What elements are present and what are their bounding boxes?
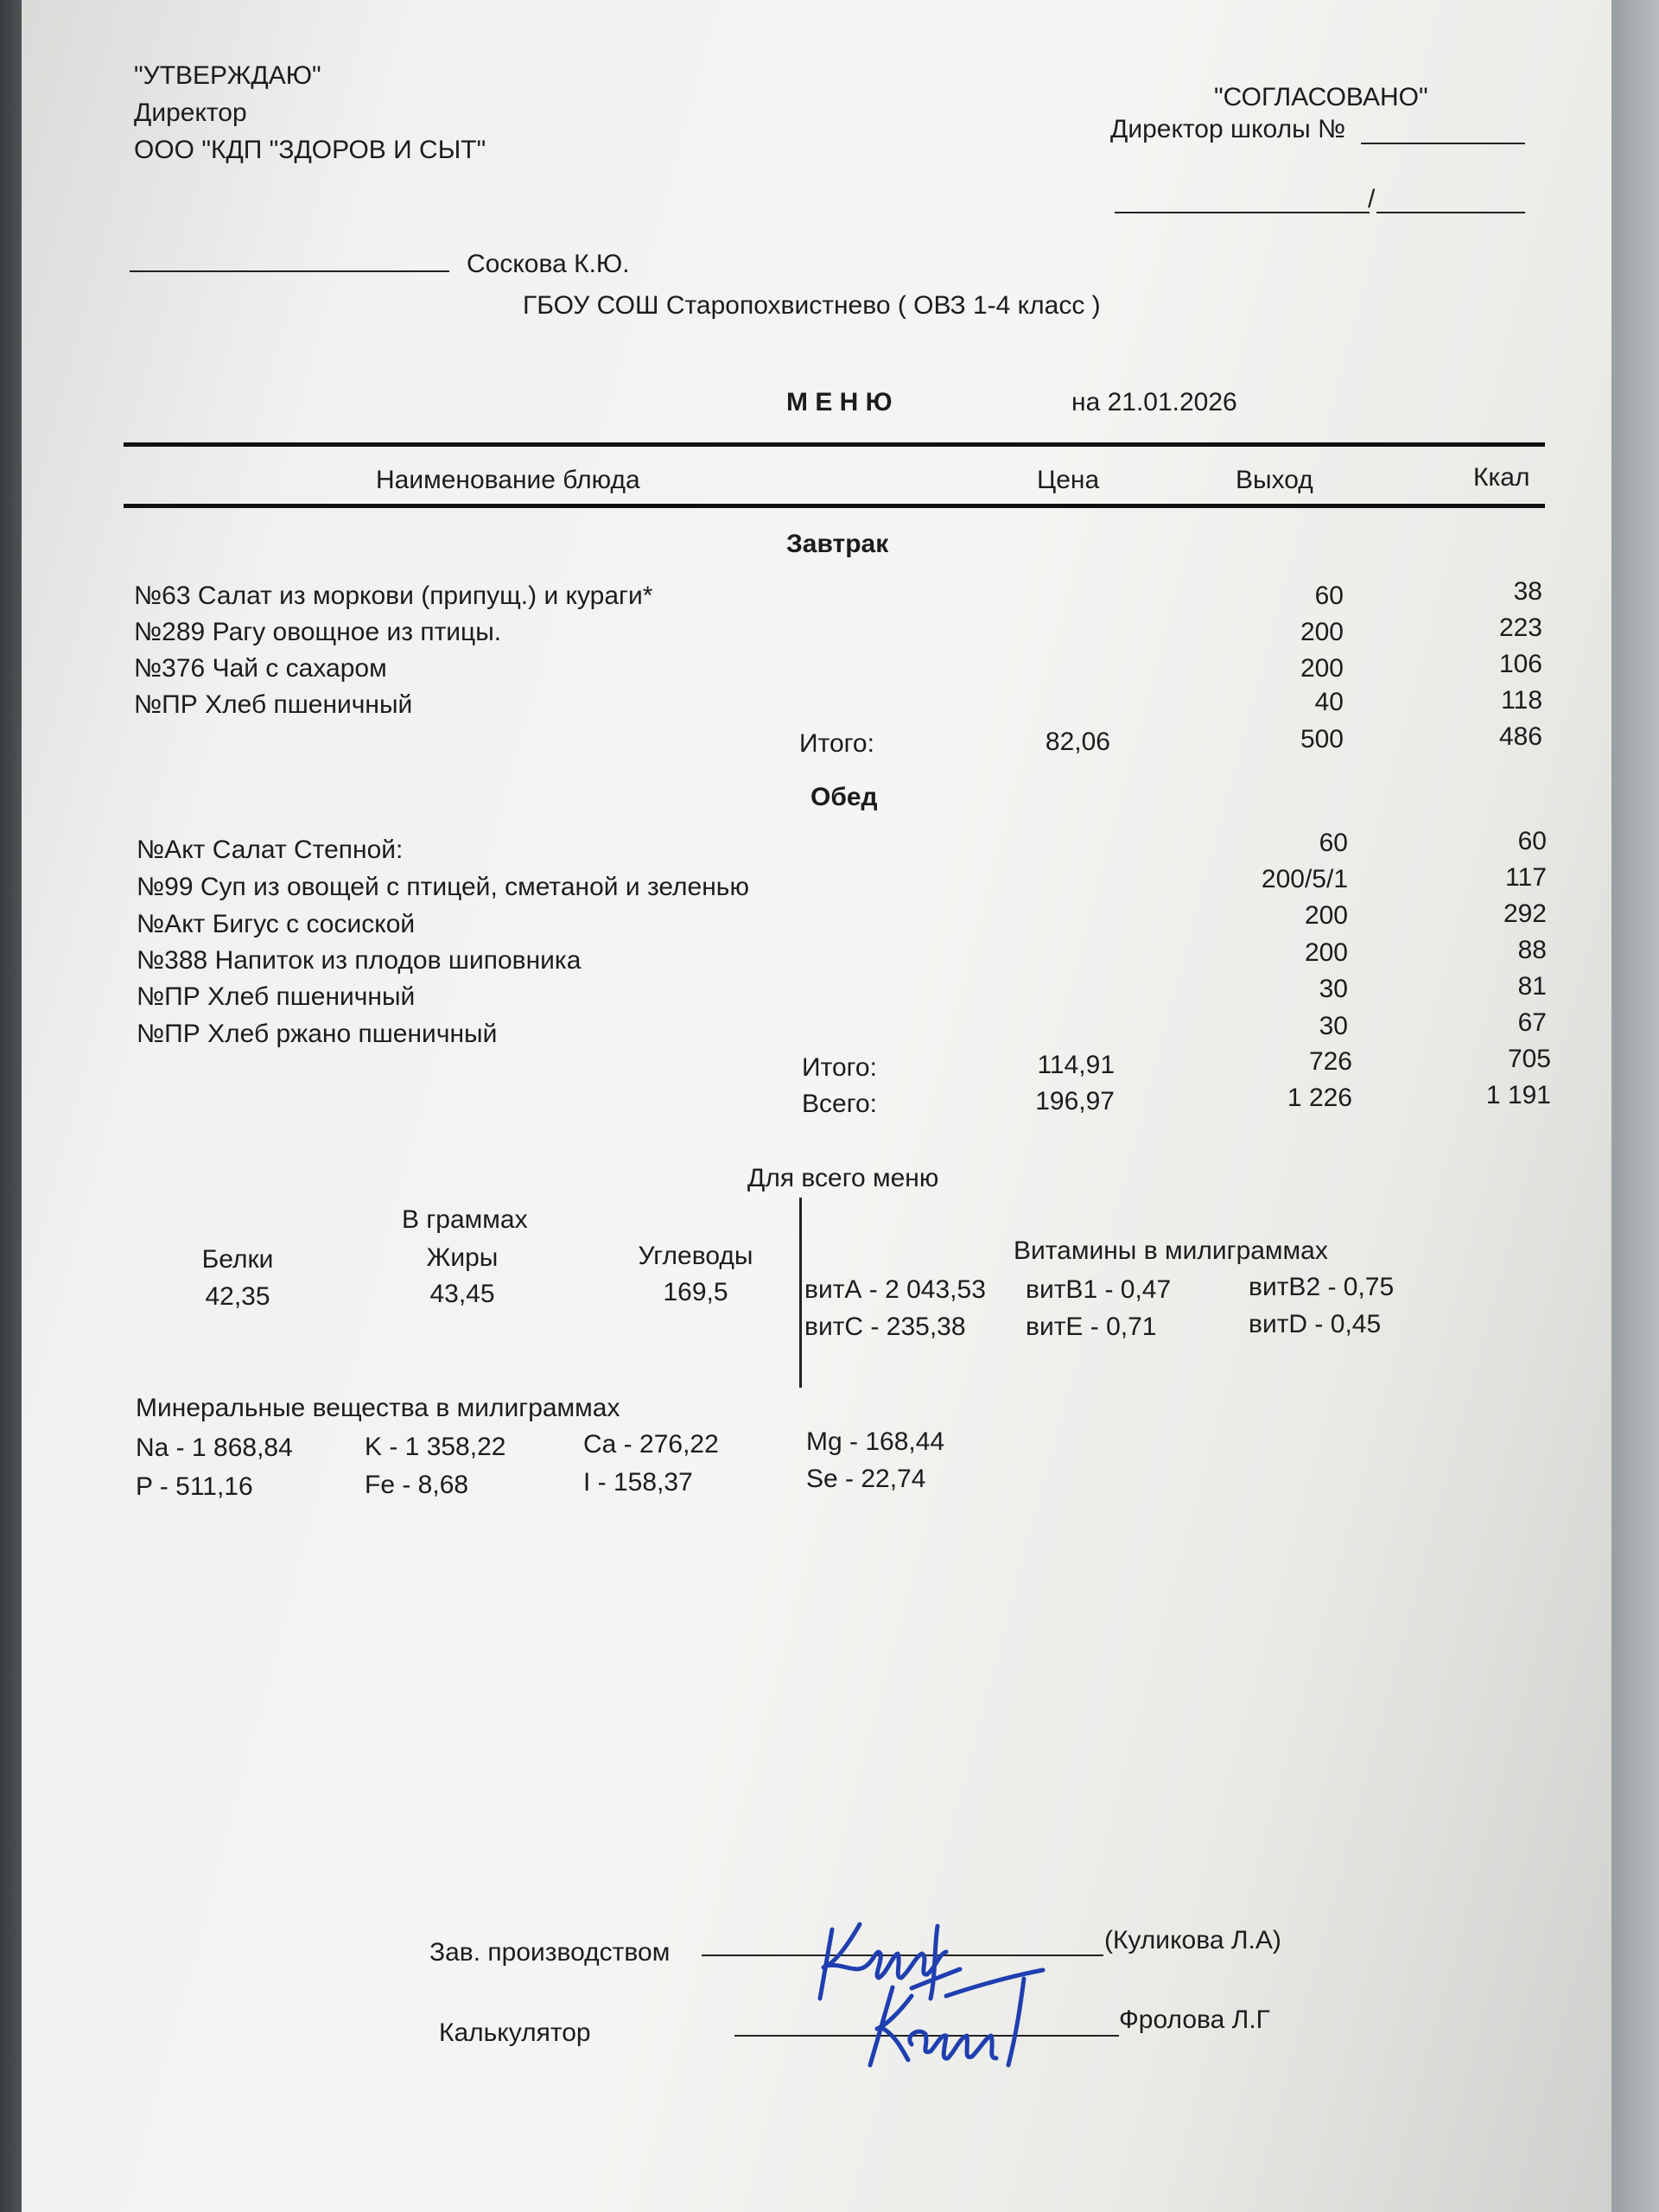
calculator-name: Фролова Л.Г: [1119, 2005, 1270, 2034]
breakfast-total-price: 82,06: [1045, 728, 1110, 756]
mineral-value: Mg - 168,44: [806, 1427, 945, 1456]
grand-total-label: Всего:: [802, 1090, 877, 1118]
lunch-item-name: №Акт Бигус с сосиской: [137, 910, 416, 938]
grand-total-kcal: 1 191: [1485, 1081, 1551, 1109]
breakfast-total-kcal: 486: [1498, 722, 1542, 751]
minerals-heading: Минеральные вещества в милиграммах: [136, 1394, 620, 1422]
vitamins-heading: Витамины в милиграммах: [1014, 1236, 1328, 1265]
mineral-value: Ca - 276,22: [583, 1430, 719, 1459]
mineral-value: P - 511,16: [136, 1472, 253, 1501]
mineral-value: Se - 22,74: [806, 1465, 926, 1493]
breakfast-item-kcal: 223: [1498, 613, 1542, 642]
lunch-total-label: Итого:: [802, 1053, 877, 1082]
school-name: ГБОУ СОШ Старопохвистнево ( ОВЗ 1-4 класс ): [523, 291, 1101, 320]
vitamin-value: витЕ - 0,71: [1026, 1313, 1157, 1341]
lunch-item-output: 30: [1319, 1012, 1348, 1040]
column-name: Наименование блюда: [376, 466, 640, 494]
lunch-item-output: 200: [1304, 901, 1348, 930]
mineral-value: Na - 1 868,84: [136, 1433, 293, 1462]
column-output: Выход: [1236, 466, 1313, 494]
fats-value: 43,45: [429, 1280, 495, 1308]
lunch-title: Обед: [810, 783, 878, 811]
grand-total-output: 1 226: [1287, 1084, 1352, 1112]
mineral-value: I - 158,37: [583, 1468, 693, 1497]
breakfast-item-name: №ПР Хлеб пшеничный: [134, 690, 413, 719]
approval-signature-line: [130, 270, 449, 272]
column-kcal: Ккал: [1473, 463, 1530, 492]
menu-title: М Е Н Ю: [786, 388, 893, 416]
signature-stroke-frolova: [870, 1970, 1043, 2065]
mineral-value: K - 1 358,22: [365, 1433, 506, 1461]
lunch-item-output: 30: [1319, 975, 1348, 1003]
approval-organization: ООО "КДП "ЗДОРОВ И СЫТ": [134, 136, 486, 164]
lunch-item-output: 60: [1319, 829, 1348, 857]
lunch-total-kcal: 705: [1507, 1045, 1551, 1073]
agreement-separator: /: [1368, 185, 1376, 213]
breakfast-total-label: Итого:: [799, 729, 874, 758]
lunch-item-kcal: 292: [1503, 899, 1547, 928]
breakfast-item-output: 40: [1314, 688, 1344, 716]
fats-label: Жиры: [426, 1243, 499, 1272]
lunch-total-output: 726: [1308, 1047, 1352, 1076]
lunch-item-kcal: 88: [1517, 936, 1547, 964]
nutrition-heading: Для всего меню: [747, 1164, 939, 1192]
lunch-total-price: 114,91: [1037, 1051, 1115, 1079]
breakfast-item-name: №376 Чай с сахаром: [134, 654, 387, 683]
vitamin-value: витА - 2 043,53: [804, 1275, 986, 1304]
agreement-position: Директор школы №: [1110, 115, 1346, 143]
carbs-value: 169,5: [663, 1278, 728, 1306]
breakfast-item-output: 200: [1300, 618, 1344, 646]
calculator-label: Калькулятор: [439, 2018, 591, 2047]
breakfast-total-output: 500: [1300, 725, 1344, 753]
menu-document: [22, 0, 1611, 2212]
lunch-item-kcal: 117: [1505, 863, 1547, 892]
breakfast-item-kcal: 106: [1498, 650, 1542, 678]
header-bottom-rule: [124, 504, 1545, 508]
breakfast-item-output: 60: [1314, 582, 1344, 610]
calculator-signature: [851, 1961, 1050, 2082]
breakfast-item-kcal: 38: [1513, 577, 1542, 606]
production-label: Зав. производством: [429, 1938, 671, 1967]
approval-title: "УТВЕРЖДАЮ": [134, 61, 321, 90]
vitamin-value: витС - 235,38: [804, 1313, 966, 1341]
vitamin-value: витВ1 - 0,47: [1026, 1275, 1172, 1304]
nutrition-divider: [799, 1198, 802, 1388]
mineral-value: Fe - 8,68: [365, 1471, 469, 1499]
breakfast-item-kcal: 118: [1501, 686, 1542, 715]
lunch-item-kcal: 67: [1517, 1008, 1547, 1037]
lunch-item-name: №Акт Салат Степной:: [137, 836, 404, 864]
agreement-title: "СОГЛАСОВАНО": [1214, 83, 1428, 111]
carbs-label: Углеводы: [638, 1242, 753, 1270]
school-number-line: [1361, 143, 1525, 144]
grand-total-price: 196,97: [1035, 1087, 1115, 1116]
lunch-item-kcal: 60: [1517, 827, 1547, 855]
lunch-item-name: №99 Суп из овощей с птицей, сметаной и зеленью: [137, 873, 749, 901]
lunch-item-name: №ПР Хлеб пшеничный: [137, 982, 416, 1011]
lunch-item-output: 200: [1304, 938, 1348, 967]
breakfast-item-name: №289 Рагу овощное из птицы.: [134, 618, 502, 646]
agreement-name-line: [1376, 212, 1525, 213]
agreement-signature-line: [1115, 212, 1370, 213]
lunch-item-output: 200/5/1: [1261, 865, 1348, 893]
grams-heading: В граммах: [402, 1205, 528, 1234]
approval-position: Директор: [134, 99, 247, 127]
lunch-item-name: №388 Напиток из плодов шиповника: [137, 946, 582, 975]
menu-date: на 21.01.2026: [1071, 388, 1237, 416]
lunch-item-kcal: 81: [1517, 972, 1547, 1001]
column-price: Цена: [1037, 466, 1100, 494]
proteins-value: 42,35: [205, 1282, 270, 1311]
proteins-label: Белки: [201, 1245, 274, 1274]
approval-signatory: Соскова К.Ю.: [467, 250, 630, 278]
vitamin-value: витВ2 - 0,75: [1249, 1273, 1395, 1301]
breakfast-title: Завтрак: [786, 530, 889, 558]
breakfast-item-output: 200: [1300, 654, 1344, 683]
vitamin-value: витD - 0,45: [1249, 1310, 1382, 1338]
breakfast-item-name: №63 Салат из моркови (припущ.) и кураги*: [134, 582, 653, 610]
production-name: (Куликова Л.А): [1104, 1926, 1281, 1955]
lunch-item-name: №ПР Хлеб ржано пшеничный: [137, 1020, 498, 1048]
header-top-rule: [124, 442, 1545, 447]
